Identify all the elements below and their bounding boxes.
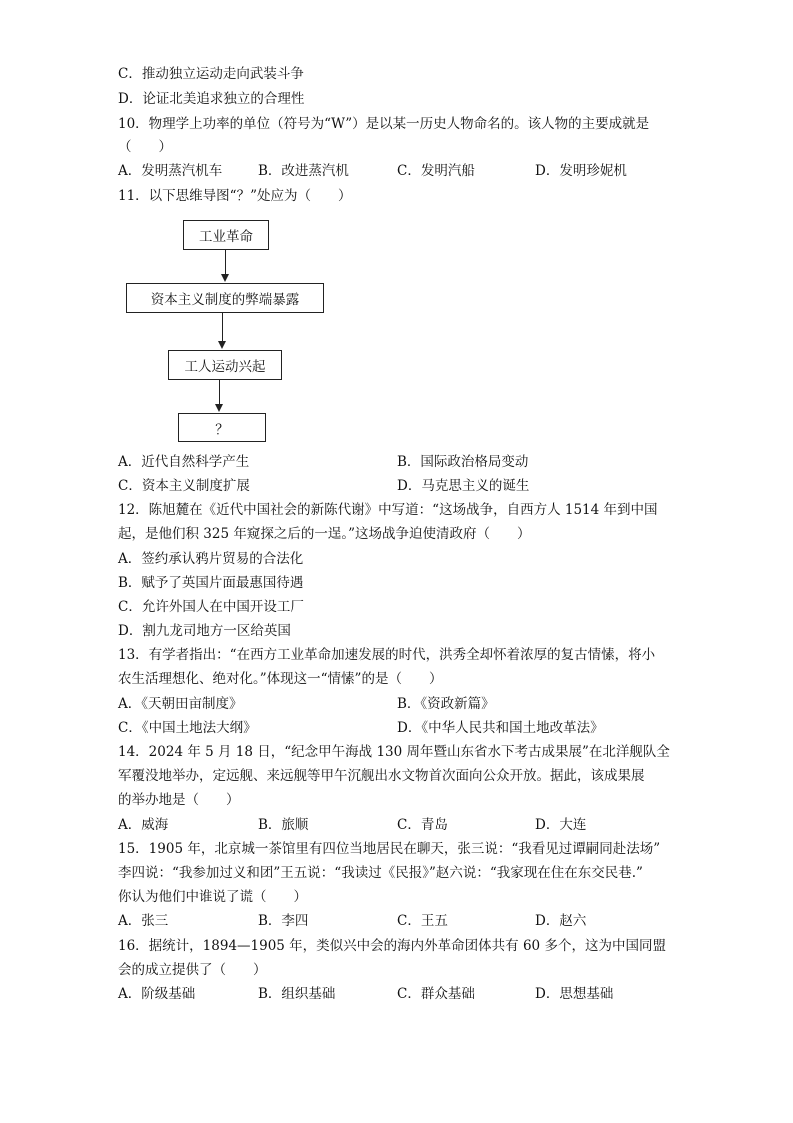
q11-option-a: A．近代自然科学产生 <box>118 454 250 470</box>
q16-stem-line1: 16．据统计，1894—1905 年，类似兴中会的海内外革命团体共有 60 多个，这为中国同盟 <box>118 938 666 954</box>
q15-stem-line1: 15．1905 年，北京城一茶馆里有四位当地居民在聊天，张三说：“我看见过谭嗣同赴法场” <box>118 841 661 857</box>
q12-option-a: A．签约承认鸦片贸易的合法化 <box>118 551 304 567</box>
q9-option-c: C．推动独立运动走向武装斗争 <box>118 66 304 82</box>
q11-option-b: B．国际政治格局变动 <box>397 454 529 470</box>
q13-option-a: A．《天朝田亩制度》 <box>118 696 243 712</box>
q12-option-c: C．允许外国人在中国开设工厂 <box>118 599 304 615</box>
q10-blank: （ ） <box>118 139 172 155</box>
mindmap-box-capitalism-flaws: 资本主义制度的弊端暴露 <box>126 283 324 313</box>
q14-option-c: C．青岛 <box>397 817 448 833</box>
q14-stem-line2: 军覆没地举办，定远舰、来远舰等甲午沉舰出水文物首次面向公众开放。据此，该成果展 <box>118 768 645 784</box>
q16-stem-line2: 会的成立提供了（ ） <box>118 962 267 978</box>
q15-option-a: A．张三 <box>118 913 169 929</box>
q14-stem-line1: 14．2024 年 5 月 18 日，“纪念甲午海战 130 周年暨山东省水下考古成果展”在北洋舰队全 <box>118 744 670 760</box>
mindmap-box-question: ？ <box>178 413 266 442</box>
mindmap-arrow <box>222 313 223 341</box>
q10-option-b: B．改进蒸汽机 <box>258 163 349 179</box>
q10-option-a: A．发明蒸汽机车 <box>118 163 223 179</box>
q10-option-d: D．发明珍妮机 <box>535 163 627 179</box>
q12-stem-line2: 起，是他们积 325 年窥探之后的一逞。”这场战争迫使清政府（ ） <box>118 526 531 542</box>
q12-stem-line1: 12．陈旭麓在《近代中国社会的新陈代谢》中写道：“这场战争，自西方人 1514 年到中国 <box>118 502 658 518</box>
mindmap-arrow <box>225 250 226 274</box>
q13-option-d: D．《中华人民共和国土地改革法》 <box>397 720 604 736</box>
mindmap-arrowhead <box>215 404 223 412</box>
q9-option-d: D．论证北美追求独立的合理性 <box>118 91 305 107</box>
q15-option-d: D．赵六 <box>535 913 587 929</box>
q13-option-c: C．《中国土地法大纲》 <box>118 720 257 736</box>
q12-option-d: D．割九龙司地方一区给英国 <box>118 623 291 639</box>
q16-option-c: C．群众基础 <box>397 986 475 1002</box>
q14-option-b: B．旅顺 <box>258 817 309 833</box>
q14-option-d: D．大连 <box>535 817 587 833</box>
q16-option-a: A．阶级基础 <box>118 986 196 1002</box>
mindmap-box-industrial-revolution: 工业革命 <box>183 220 269 250</box>
mindmap-box-workers-movement: 工人运动兴起 <box>168 350 282 380</box>
q13-stem-line2: 农生活理想化、绝对化。”体现这一“情愫”的是（ ） <box>118 671 443 687</box>
mindmap-arrow <box>219 380 220 404</box>
q11-option-d: D．马克思主义的诞生 <box>397 478 530 494</box>
q16-option-d: D．思想基础 <box>535 986 614 1002</box>
q13-stem-line1: 13．有学者指出：“在西方工业革命加速发展的时代，洪秀全却怀着浓厚的复古情愫，将小 <box>118 647 656 663</box>
q14-option-a: A．威海 <box>118 817 169 833</box>
q15-option-c: C．王五 <box>397 913 448 929</box>
q13-option-b: B．《资政新篇》 <box>397 696 495 712</box>
q14-stem-line3: 的举办地是（ ） <box>118 792 240 808</box>
q15-stem-line3: 你认为他们中谁说了谎（ ） <box>118 889 307 905</box>
q11-option-c: C．资本主义制度扩展 <box>118 478 250 494</box>
q16-option-b: B．组织基础 <box>258 986 336 1002</box>
q11-stem: 11．以下思维导图“？”处应为（ ） <box>118 188 352 204</box>
mindmap-arrowhead <box>218 341 226 349</box>
q10-stem: 10．物理学上功率的单位（符号为“W”）是以某一历史人物命名的。该人物的主要成就是 <box>118 116 650 132</box>
mindmap-arrowhead <box>221 274 229 282</box>
q12-option-b: B．赋予了英国片面最惠国待遇 <box>118 575 304 591</box>
q15-option-b: B．李四 <box>258 913 309 929</box>
q15-stem-line2: 李四说：“我参加过义和团”王五说：“我读过《民报》”赵六说：“我家现在住在东交民巷.” <box>118 865 643 881</box>
q10-option-c: C．发明汽船 <box>397 163 475 179</box>
